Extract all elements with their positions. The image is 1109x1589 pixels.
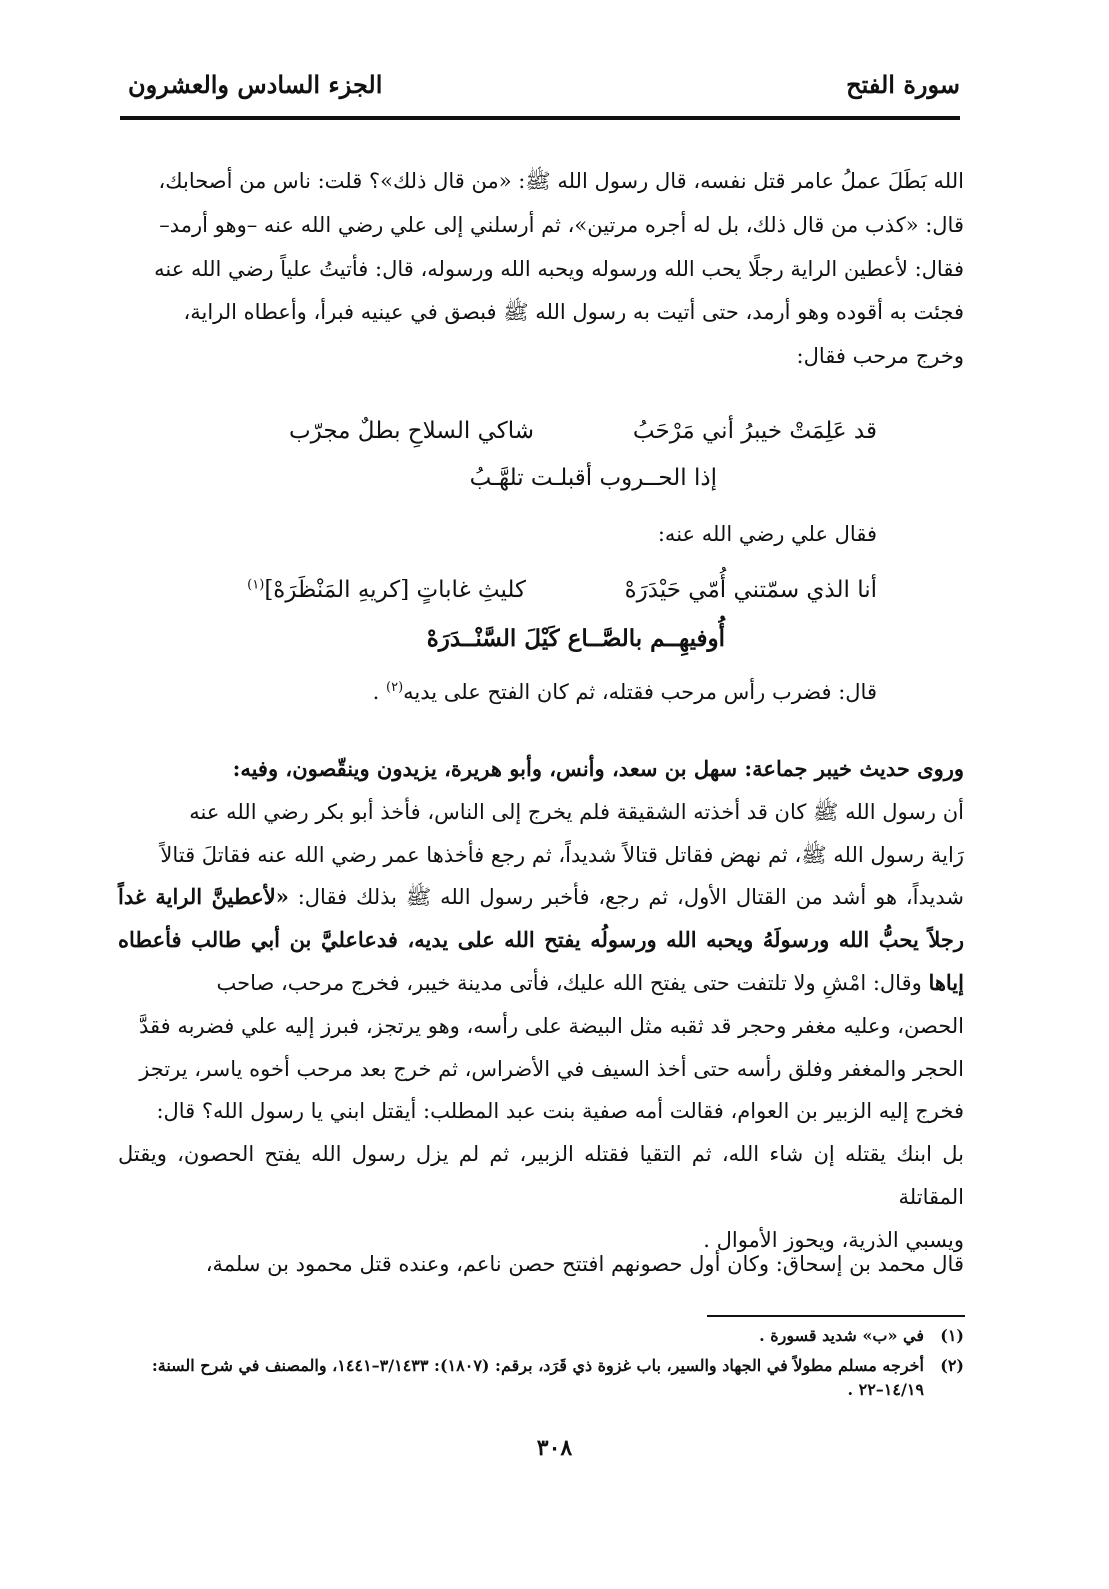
running-header xyxy=(120,62,960,122)
verse-2-line-3: أُوفيهِــم بالصَّــاع كَيْلَ السَّنْــدَرَهْ xyxy=(426,625,725,652)
after-verse-sentence: قال: فضرب رأس مرحب فقتله، ثم كان الفتح على يديه$^{(٢)}$ . xyxy=(372,680,877,704)
paragraph-2-lead: وروى حديث خيبر جماعة: سهل بن سعد، وأنس، وأبو هريرة، يزيدون وينقّصون، وفيه: xyxy=(232,756,964,781)
paragraph-1-line: فقال: لأعطين الراية رجلًا يحب الله ورسوله ويحبه الله ورسوله، قال: فأتيتُ علياً رضي الله عنه xyxy=(154,256,964,281)
footnote-rule xyxy=(707,1315,965,1317)
paragraph-2-line-text: شديداً، هو أشد من القتال الأول، ثم رجع، فأخبر رسول الله ﷺ بذلك فقال: xyxy=(297,885,965,910)
verse-2-hemistich-2 xyxy=(247,577,526,603)
paragraph-2-rest: وقال: امْشِ ولا تلتفت حتى يفتح الله عليك، فأتى مدينة خيبر، فخرج مرحب، صاحب xyxy=(216,970,922,995)
verse-1-hemistich-2: شاكي السلاحِ بطلٌ مجرّب xyxy=(288,418,534,444)
paragraph-1 xyxy=(118,160,964,379)
paragraph-2-line: بل ابنك يقتله إن شاء الله، ثم التقيا فقتله الزبير، ثم لم يزل رسول الله يفتح الحصون، ويقتل المقاتلة xyxy=(118,1142,964,1209)
paragraph-1-line: قال: «كذب من قال ذلك، بل له أجره مرتين»، ثم أرسلني إلى علي رضي الله عنه –وهو أرمد– xyxy=(159,212,964,237)
verse-2-hemistich-2-text: كليثِ غاباتٍ [كريهِ المَنْظَرَهْ] xyxy=(264,577,526,603)
verse-2-hemistich-1: أنا الذي سمّتني أُمّي حَيْدَرَهْ xyxy=(624,577,877,603)
footnote-number: (١) xyxy=(940,1326,964,1345)
surah-title: سورة الفتح xyxy=(846,70,960,99)
paragraph-2-line: رَاية رسول الله ﷺ، ثم نهض فقاتل قتالاً شديداً، ثم رجع فأخذها عمر رضي الله عنه فقاتلَ قتالاً xyxy=(160,842,964,867)
after-verse-text: قال: فضرب رأس مرحب فقتله، ثم كان الفتح على يديه xyxy=(403,680,877,704)
paragraph-2-line: الحصن، وعليه مغفر وحجر قد ثقبه مثل البيضة على رأسه، وهو يرتجز، فبرز إليه علي فضربه فقدَّ xyxy=(138,1013,964,1038)
paragraph-2-line: أن رسول الله ﷺ كان قد أخذته الشقيقة فلم يخرج إلى الناس، فأخذ أبو بكر رضي الله عنه xyxy=(189,799,964,824)
part-title: الجزء السادس والعشرون xyxy=(128,70,383,99)
paragraph-1-line: الله بَطَلَ عملُ عامر قتل نفسه، قال رسول الله ﷺ: «من قال ذلك»؟ قلت: ناس من أصحابك، xyxy=(158,169,964,193)
paragraph-2-line: ويسبي الذرية، ويحوز الأموال . xyxy=(703,1227,964,1252)
paragraph-1-line: فجئت به أقوده وهو أرمد، حتى أتيت به رسول الله ﷺ فبصق في عينيه فبرأ، وأعطاه الراية، xyxy=(183,300,964,325)
paragraph-3: قال محمد بن إسحاق: وكان أول حصونهم افتتح حصن ناعم، وعنده قتل محمود بن سلمة، xyxy=(205,1252,964,1276)
verse-1-line-3: إذا الحــروب أقبلـت تلهَّـبُ xyxy=(469,465,717,491)
verse-2-intro: فقال علي رضي الله عنه: xyxy=(657,522,877,546)
paragraph-2-line xyxy=(118,876,964,1004)
paragraph-2 xyxy=(118,748,964,1262)
footnotes xyxy=(118,1324,964,1408)
footnote-item xyxy=(118,1354,964,1402)
footnote-marker-1[interactable]: (١) xyxy=(247,577,265,593)
footnote-text: في «ب» شديد قسورة . xyxy=(759,1326,924,1345)
paragraph-2-line: فخرج إليه الزبير بن العوام، فقالت أمه صفية بنت عبد المطلب: أيقتل ابني يا رسول الله؟ قال: xyxy=(156,1099,964,1124)
footnote-marker-2[interactable]: (٢) xyxy=(386,680,404,695)
paragraph-2-line: الحجر والمغفر وفلق رأسه حتى أخذ السيف في الأضراس، ثم خرج بعد مرحب أخوه ياسر، يرتجز xyxy=(139,1056,964,1081)
paragraph-1-line: وخرج مرحب فقال: xyxy=(796,344,964,369)
header-rule xyxy=(120,116,960,120)
footnote-number: (٢) xyxy=(940,1356,964,1375)
page-number: ٣٠٨ xyxy=(536,1435,573,1461)
footnote-text: أخرجه مسلم مطولاً في الجهاد والسير، باب غزوة ذي قَرَد، برقم: (١٨٠٧): ٣/١٤٣٣–١٤٤١، والمصنف في شرح السنة: ١٤/١٩–٢٢ . xyxy=(151,1356,924,1399)
verse-1-hemistich-1: قد عَلِمَتْ خيبرُ أني مَرْحَبُ xyxy=(632,418,877,444)
footnote-item xyxy=(118,1324,964,1348)
prophetic-quote: «لأعطينَّ الراية غداً رجلاً يحبُّ الله ورسولَهُ ويحبه الله ورسولُه يفتح الله على يديه، فدعاعليَّ بن أبي طالب فأعطاه إياها xyxy=(118,884,964,995)
